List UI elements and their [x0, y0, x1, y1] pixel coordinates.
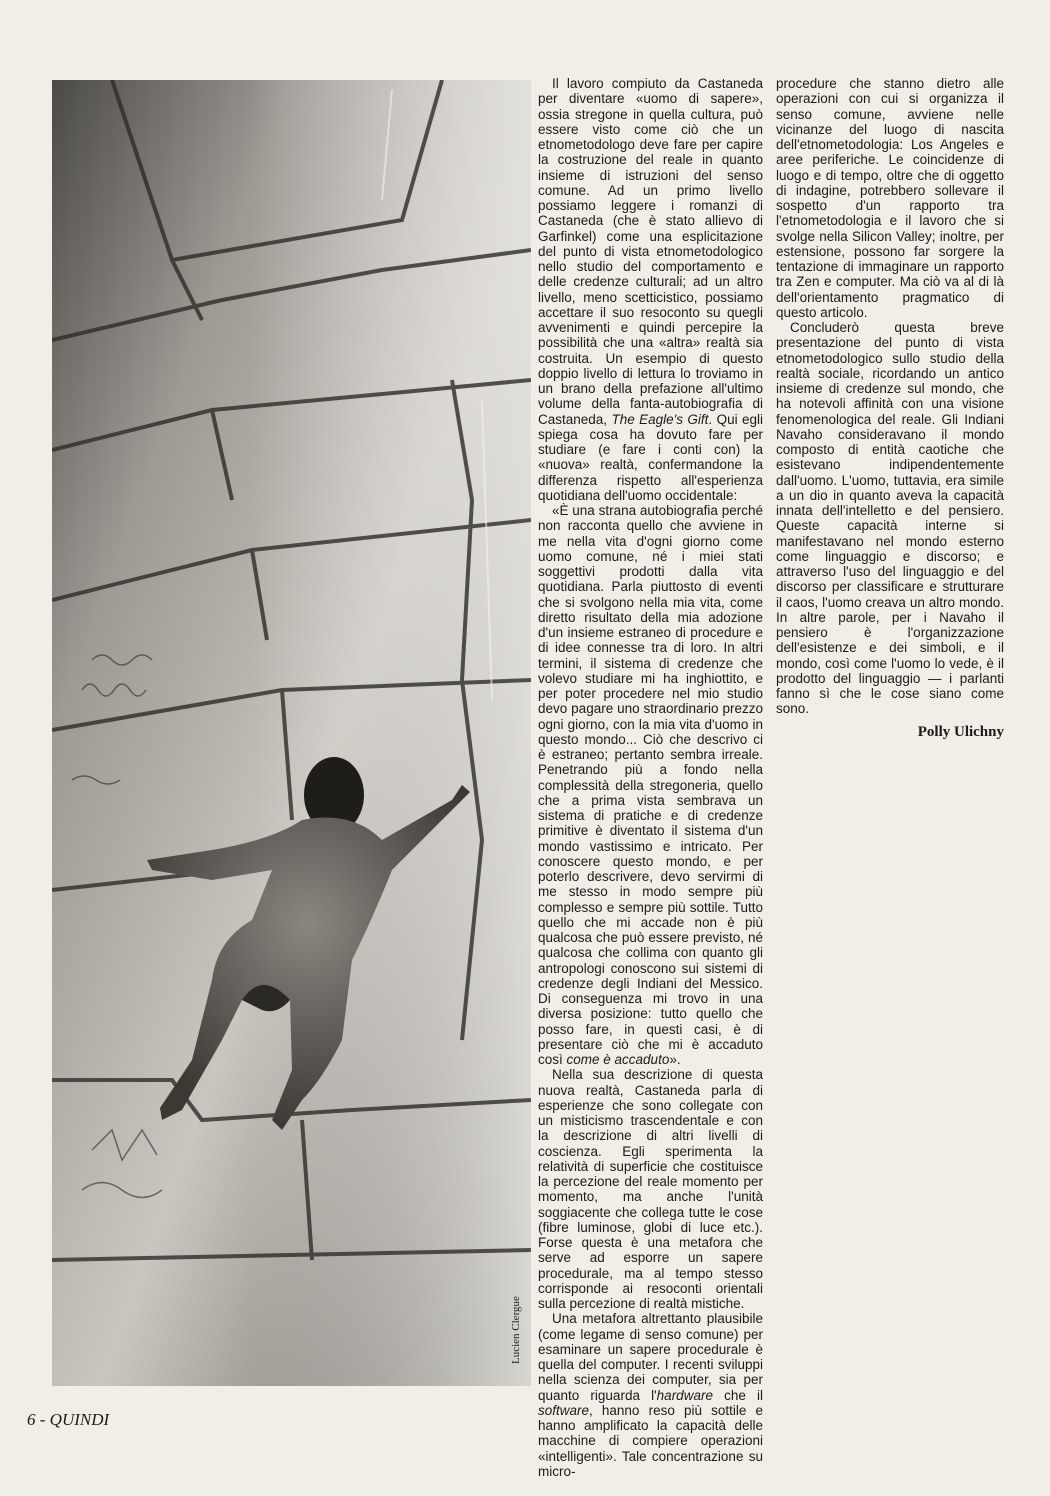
text-column-1	[538, 76, 763, 1479]
paragraph: Una metafora altrettanto plausibile (come legame di senso comune) per esaminare un sapere procedurale è quella del computer. I recenti sviluppi nella scienza dei computer, sia per quanto riguarda l'hardware che il software, hanno reso più sottile e hanno amplificato la capacità delle macchine di compiere operazioni «intelligenti». Tale concentrazione su micro-	[538, 1311, 763, 1479]
photo-illustration	[52, 80, 531, 1386]
photo	[52, 80, 531, 1386]
text-column-2	[776, 76, 1004, 740]
quote-paragraph: «È una strana autobiografia perché non racconta quello che avviene in me nella vita d'ogni giorno come uomo comune, né i miei stati soggettivi prodotti dalla vita quotidiana. Parla piuttosto di eventi che si svolgono nella mia vita, come diretto risultato della mia adozione d'un insieme estraneo di procedure e di idee connesse tra di loro. In altri termini, il sistema di credenze che volevo studiare mi ha inghiottito, e per poter procedere nel mio studio devo pagare uno straordinario prezzo ogni giorno, con la mia vita d'uomo in questo mondo... Ciò che descrivo ci è estraneo; pertanto sembra irreale. Penetrando più a fondo nella complessità della stregoneria, quello che a prima vista sembrava un sistema di pratiche e di credenze primitive è diventato il sistema d'un mondo vastissimo e intricato. Per conoscere questo mondo, e per poterlo descrivere, devo servirmi di me stesso in modo sempre più complesso e sempre più sottile. Tutto quello che mi accade non è più qualcosa che può essere previsto, né qualcosa che collima con quanto gli antropologi conoscono sui sistemi di credenze degli Indiani del Messico. Di conseguenza mi trovo in una diversa posizione: tutto quello che posso fare, in questi casi, è di presentare ciò che mi è accaduto così come è accaduto».	[538, 503, 763, 1067]
photo-credit: Lucien Clergue	[510, 1296, 522, 1364]
book-title: The Eagle's Gift	[611, 411, 709, 427]
author-signature: Polly Ulichny	[917, 723, 1004, 740]
paragraph: Nella sua descrizione di questa nuova realtà, Castaneda parla di esperienze che sono collegate con un misticismo trascendentale e con la descrizione di altri livelli di coscienza. Egli sperimenta la relatività di superficie che costituisce la percezione del reale momento per momento, ma anche l'unità soggiacente che collega tutte le cose (fibre luminose, globi di luce etc.). Forse questa è una metafora che serve ad esporre un sapere procedurale, ma al tempo stesso corrisponde ai resoconti orientali sulla percezione di realtà mistiche.	[538, 1067, 763, 1311]
paragraph: Concluderò questa breve presentazione del punto di vista etnometodologico sullo studio della realtà sociale, ricordando un antico insieme di credenze sul mondo, che ha notevoli affinità con una visione fenomenologica del reale. Gli Indiani Navaho consideravano il mondo composto di entità caotiche che esistevano indipendentemente dall'uomo. L'uomo, tuttavia, era simile a un dio in quanto aveva la capacità innata dell'intelletto e del pensiero. Queste capacità interne si manifestavano nel mondo esterno come linguaggio e discorso; e attraverso l'uso del linguaggio e del discorso per classificare e strutturare il caos, l'uomo creava un altro mondo. In altre parole, per i Navaho il pensiero è l'organizzazione dell'esistenze e dei simboli, e il mondo, così come l'uomo lo vede, è il prodotto del linguaggio — i parlanti fanno sì che le cose siano come sono.	[776, 320, 1004, 717]
page-footer: 6 - QUINDI	[27, 1410, 110, 1429]
paragraph: Il lavoro compiuto da Castaneda per diventare «uomo di sapere», ossia stregone in quella cultura, può essere visto come ciò che un etnometodologo deve fare per capire la costruzione del reale in quanto insieme di istruzioni del senso comune. Ad un primo livello possiamo leggere i romanzi di Castaneda (che è stato allievo di Garfinkel) come una esplicitazione del punto di vista etnometodologico nello studio del comportamento e delle credenze culturali; ad un altro livello, meno scetticistico, possiamo accettare il suo resoconto su quegli avvenimenti e quindi percepire la possibilità che una «altra» realtà sia costruita. Un esempio di questo doppio livello di lettura lo troviamo in un brano della prefazione all'ultimo volume della fanta-autobiografia di Castaneda, The Eagle's Gift. Qui egli spiega cosa ha dovuto fare per studiare (e fare i conti con) la «nuova» realtà, confermandone la differenza rispetto all'esperienza quotidiana dell'uomo occidentale:	[538, 76, 763, 503]
paragraph: procedure che stanno dietro alle operazioni con cui si organizza il senso comune, avviene nelle vicinanze del luogo di nascita dell'etnometodologia: Los Angeles e aree periferiche. Le coincidenze di luogo e di tempo, oltre che di oggetto di indagine, potrebbero sollevare il sospetto d'un rapporto tra l'etnometodologia e il lavoro che si svolge nella Silicon Valley; inoltre, per estensione, possono far sorgere la tentazione di immaginare un rapporto tra Zen e computer. Ma ciò va al di là dell'orientamento pragmatico di questo articolo.	[776, 76, 1004, 320]
